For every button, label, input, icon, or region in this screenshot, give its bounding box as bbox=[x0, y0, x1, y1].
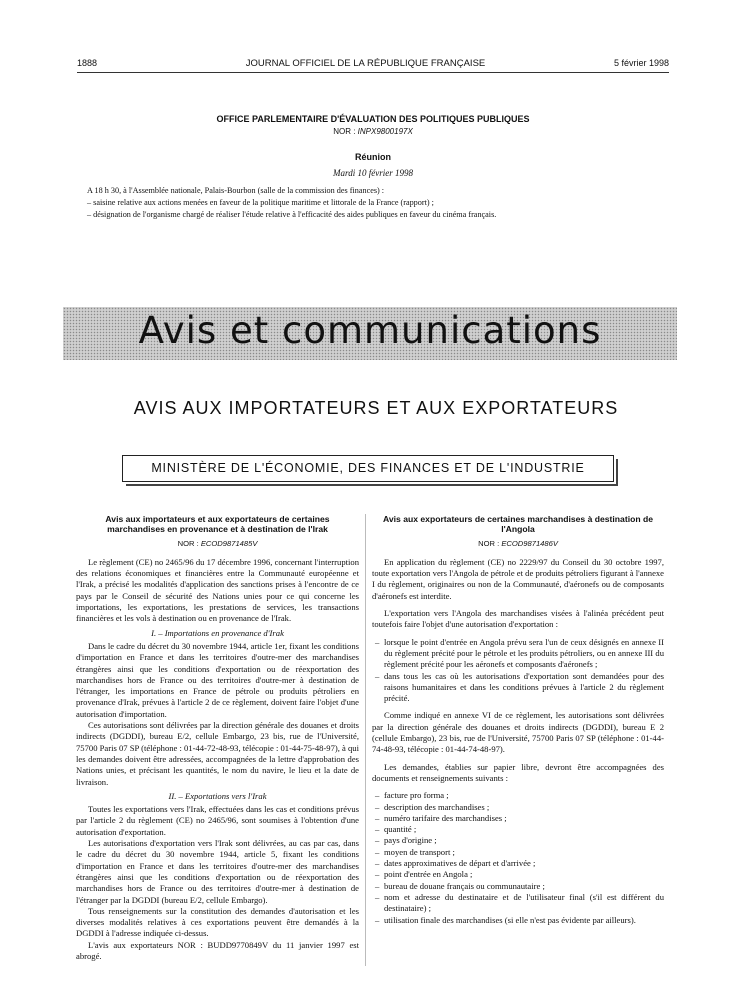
paragraph: L'avis aux exportateurs NOR : BUDD9770849V du 11 janvier 1997 est abrogé. bbox=[76, 939, 359, 961]
agenda-line: A 18 h 30, à l'Assemblée nationale, Palais-Bourbon (salle de la commission des finances) : bbox=[87, 186, 385, 195]
paragraph: L'exportation vers l'Angola des marchandises visées à l'alinéa précédent peut toutefois faire l'objet d'une autorisation d'exportation : bbox=[372, 608, 664, 630]
paragraph: Toutes les exportations vers l'Irak, effectuées dans les cas et conditions prévus par l'article 2 du règlement (CE) no 2465/96, sont soumises à l'obtention d'une autorisation d'exportation. bbox=[76, 804, 359, 837]
notice-angola bbox=[372, 514, 664, 932]
section-title: I. – Importations en provenance d'Irak bbox=[151, 627, 284, 638]
notice-title: Avis aux importateurs et aux exportateurs de certaines marchandises en provenance et à destination de l'Irak bbox=[105, 514, 330, 535]
meeting-agenda bbox=[87, 185, 671, 222]
column-divider bbox=[365, 514, 366, 966]
paragraph: Comme indiqué en annexe VI de ce règlement, les autorisations sont délivrées par la direction générale des douanes et droits indirects (DGDDI), bureau E 2 (cellule Embargo), 23 bis, rue de l'Université, 75700 Paris 07 SP (téléphone : 01-44-74-48-93, télécopie : 01-44-74-48-97). bbox=[372, 710, 664, 755]
list-item: – bureau de douane français ou communautaire ; bbox=[384, 881, 664, 892]
list-item: – utilisation finale des marchandises (si elle n'est pas évidente par ailleurs). bbox=[384, 915, 664, 926]
list-item: – quantité ; bbox=[384, 824, 664, 835]
list-item: – description des marchandises ; bbox=[384, 802, 664, 813]
list-item: – moyen de transport ; bbox=[384, 847, 664, 858]
paragraph: Ces autorisations sont délivrées par la direction générale des douanes et droits indirects (DGDDI), bureau E/2, cellule Embargo, 23 bis, rue de l'Université, 75700 Paris 07 SP (téléphone : 01-44-72-48-93, télécopie : 01-44-75-48-97), à qui les demandes doivent être adressées, accompagnées de la lettre d'approbation des Nations unies, et précisant les quantités, le nom du navire, le lieu et la date de livraison. bbox=[76, 720, 359, 787]
list-item: – point d'entrée en Angola ; bbox=[384, 869, 664, 880]
paragraph: Le règlement (CE) no 2465/96 du 17 décembre 1996, concernant l'interruption des relations économiques et financières entre la Communauté européenne et l'Irak, a précisé les modalités d'application des sanctions prises à l'encontre de ce pays par le Conseil de sécurité des Nations unies pour ce qui concerne les importations, les exportations, les prestations de services, les transactions financières et les vols à destination ou en provenance de l'Irak. bbox=[76, 556, 359, 624]
journal-title: JOURNAL OFFICIEL DE LA RÉPUBLIQUE FRANÇAISE bbox=[245, 58, 486, 69]
paragraph: En application du règlement (CE) no 2229/97 du Conseil du 30 octobre 1997, toute exportation vers l'Angola de pétrole et de produits pétroliers figurant à l'annexe I du règlement, originaires ou non de la Communauté, d'aéronefs ou de composants d'aéronefs est interdite. bbox=[372, 556, 664, 601]
meeting-date: Mardi 10 février 1998 bbox=[333, 168, 413, 178]
paragraph: Tous renseignements sur la constitution des demandes d'autorisation et les diverses modalités relatives à ces exportations peuvent être demandés à la DGDDI à l'adresse indiquée ci-dessus. bbox=[76, 905, 359, 939]
office-nor bbox=[77, 127, 669, 136]
paragraph: Dans le cadre du décret du 30 novembre 1944, article 1er, fixant les conditions d'importation en France et dans les territoires d'outre-mer des marchandises étrangères ainsi que les conditions d'exportation ou de réexportation des marchandises hors de France ou des territoires d'outre-mer à destination de l'étranger, les importations en France de pétrole ou produits pétroliers en provenance d'Irak, prévues à l'article 2 de ce règlement, doivent faire l'objet d'une autorisation d'importation. bbox=[76, 640, 359, 719]
agenda-line: – saisine relative aux actions menées en faveur de la politique maritime et littorale de la France (rapport) ; bbox=[87, 198, 434, 208]
page-number: 1888 bbox=[77, 58, 98, 68]
ministry-name: MINISTÈRE DE L'ÉCONOMIE, DES FINANCES ET DE L'INDUSTRIE bbox=[151, 461, 585, 475]
document-list bbox=[372, 790, 664, 926]
list-item: – dates approximatives de départ et d'arrivée ; bbox=[384, 858, 664, 869]
condition-list bbox=[372, 637, 664, 705]
agenda-line: – désignation de l'organisme chargé de réaliser l'étude relative à l'efficacité des aides publiques en faveur du cinéma français. bbox=[87, 210, 497, 220]
meeting-heading: Réunion bbox=[355, 152, 391, 162]
section-heading: AVIS AUX IMPORTATEURS ET AUX EXPORTATEURS bbox=[133, 398, 619, 418]
notice-nor: NOR : ECOD9871485V bbox=[177, 538, 258, 548]
list-item: – numéro tarifaire des marchandises ; bbox=[384, 813, 664, 824]
banner-title: Avis et communications bbox=[138, 309, 602, 352]
list-item: – dans tous les cas où les autorisations d'exportation sont demandées pour des raisons humanitaires et dans les conditions prévues à l'article 2 du règlement précité. bbox=[384, 671, 664, 705]
paragraph: Les autorisations d'exportation vers l'Irak sont délivrées, au cas par cas, dans le cadre du décret du 30 novembre 1944, article 5, fixant les conditions d'importation en France et dans les territoires d'outre-mer des marchandises étrangères ainsi que les conditions d'exportation ou de réexportation des marchandises hors de France ou des territoires d'outre-mer à destination de l'étranger par la DGDDI (bureau E/2, cellule Embargo). bbox=[76, 838, 359, 905]
paragraph: Les demandes, établies sur papier libre, devront être accompagnées des documents et renseignements suivants : bbox=[372, 761, 664, 783]
list-item: – lorsque le point d'entrée en Angola prévu sera l'un de ceux désignés en annexe II du règlement précité pour le pétrole et les produits pétroliers, ou en annexe III du règlement précité pour les aéronefs et composants d'aéronefs ; bbox=[384, 637, 664, 671]
nor-label: NOR : bbox=[333, 127, 356, 136]
list-item: – pays d'origine ; bbox=[384, 835, 664, 846]
header-rule bbox=[77, 72, 669, 73]
nor-code: ECOD9871486V bbox=[501, 538, 558, 548]
nor-code: INPX9800197X bbox=[357, 127, 413, 136]
office-title: OFFICE PARLEMENTAIRE D'ÉVALUATION DES POLITIQUES PUBLIQUES bbox=[216, 114, 530, 124]
notice-title: Avis aux exportateurs de certaines marchandises à destination de l'Angola bbox=[382, 514, 653, 535]
notice-irak bbox=[76, 514, 359, 962]
section-title: II. – Exportations vers l'Irak bbox=[168, 790, 267, 801]
list-item: – nom et adresse du destinataire et de l'utilisateur final (s'il est différent du destinataire) ; bbox=[384, 892, 664, 915]
list-item: – facture pro forma ; bbox=[384, 790, 664, 801]
notice-nor: NOR : ECOD9871486V bbox=[478, 538, 558, 548]
nor-code: ECOD9871485V bbox=[200, 538, 258, 548]
issue-date: 5 février 1998 bbox=[613, 58, 669, 68]
